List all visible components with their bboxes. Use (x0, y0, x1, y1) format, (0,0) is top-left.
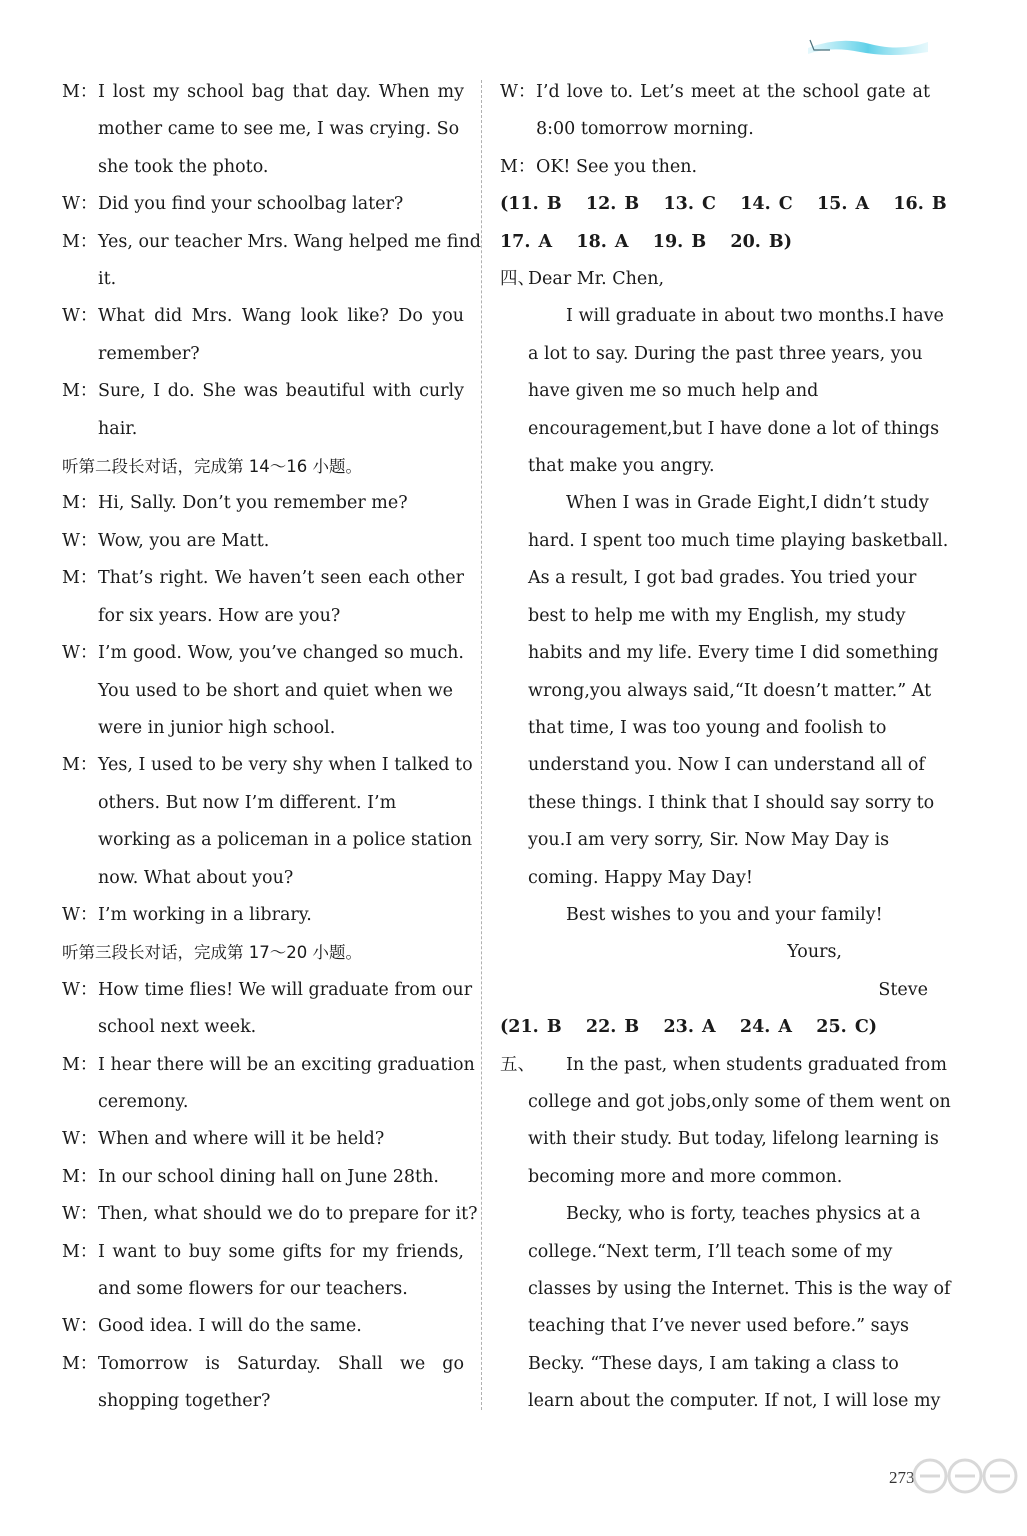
paragraph-line: you.I am very sorry, Sir. Now May Day is (528, 830, 890, 851)
dialogue-line (62, 485, 464, 522)
dialogue-text: Yes, I used to be very shy when I talked to (98, 755, 473, 776)
header-wave-decoration (800, 34, 930, 60)
speaker-label: W： (62, 1316, 98, 1337)
page-number: 273 (889, 1468, 915, 1487)
speaker-label: M： (62, 82, 98, 102)
paragraph-line: Becky, who is forty, teaches physics at a (566, 1204, 921, 1225)
dialogue-text: Wow, you are Matt. (98, 530, 270, 551)
dialogue-text: I’m working in a library. (98, 904, 312, 925)
speaker-label: M： (62, 493, 98, 514)
speaker-label: M： (62, 1166, 98, 1187)
section-heading: 听第二段长对话，完成第 14～16 小题。 (62, 457, 362, 477)
dialogue-text: When and where will it be held? (98, 1129, 385, 1150)
speaker-label: W： (62, 643, 98, 664)
dialogue-text: Sure, I do. She was beautiful with curly (98, 381, 464, 402)
section-text: In the past, when students graduated from (566, 1054, 947, 1075)
dialogue-line (62, 1234, 464, 1271)
answer-key: (11. B 12. B 13. C 14. C 15. A 16. B (500, 194, 947, 215)
dialogue-line (62, 897, 464, 934)
speaker-label: W： (62, 1204, 98, 1225)
speaker-label: M： (62, 755, 98, 776)
dialogue-text: Yes, our teacher Mrs. Wang helped me find (98, 231, 481, 252)
speaker-label: M： (62, 1241, 98, 1262)
dialogue-text: How time flies! We will graduate from our (98, 979, 473, 1000)
dialogue-text: Good idea. I will do the same. (98, 1316, 362, 1337)
paragraph-line: Best wishes to you and your family! (566, 904, 883, 925)
paragraph-line: best to help me with my English, my study (528, 605, 906, 626)
speaker-label: W： (62, 306, 98, 327)
signature-line: Yours, (787, 942, 842, 963)
paragraph-line: college.“Next term, I’ll teach some of my (528, 1241, 893, 1262)
dialogue-line (62, 74, 464, 111)
section-number: 四、 (500, 269, 535, 290)
dialogue-continuation: for six years. How are you? (98, 605, 341, 626)
dialogue-text: Then, what should we do to prepare for it? (98, 1204, 478, 1225)
dialogue-line (500, 74, 930, 111)
watermark-logo (910, 1452, 1020, 1532)
dialogue-line (62, 224, 481, 261)
dialogue-line (62, 1047, 475, 1084)
dialogue-line (62, 523, 464, 560)
dialogue-continuation: working as a policeman in a police station (98, 830, 473, 851)
paragraph-line: encouragement,but I have done a lot of things (528, 418, 940, 439)
dialogue-continuation: 8:00 tomorrow morning. (536, 119, 754, 140)
paragraph-line: becoming more and more common. (528, 1166, 843, 1187)
column-divider (481, 80, 482, 1410)
speaker-label: W： (62, 530, 98, 551)
paragraph-line: wrong,you always said,“It doesn’t matter.” At (528, 680, 932, 701)
speaker-label: M： (62, 231, 98, 252)
paragraph-line: coming. Happy May Day! (528, 867, 753, 888)
dialogue-continuation: now. What about you? (98, 867, 294, 888)
paragraph-line: have given me so much help and (528, 381, 819, 402)
paragraph-line: these things. I think that I should say sorry to (528, 792, 935, 813)
dialogue-text: I want to buy some gifts for my friends, (98, 1241, 464, 1262)
section-heading: 听第三段长对话，完成第 17～20 小题。 (62, 943, 362, 963)
paragraph-line: When I was in Grade Eight,I didn’t study (566, 493, 929, 514)
speaker-label: M： (500, 156, 536, 177)
dialogue-text: I lost my school bag that day. When my (98, 82, 464, 102)
speaker-label: M： (62, 1054, 98, 1075)
paragraph-line: habits and my life. Every time I did something (528, 643, 939, 664)
right-column (500, 74, 951, 1421)
dialogue-line (62, 635, 464, 672)
dialogue-line (62, 560, 464, 597)
paragraph-line: As a result, I got bad grades. You tried your (528, 568, 917, 589)
paragraph-line: learn about the computer. If not, I will lose my (528, 1391, 941, 1412)
dialogue-text: What did Mrs. Wang look like? Do you (98, 306, 464, 327)
paragraph-line: Becky. “These days, I am taking a class to (528, 1353, 899, 1374)
speaker-label: W： (62, 904, 98, 925)
section-start (500, 261, 930, 298)
dialogue-text: OK! See you then. (536, 156, 698, 177)
dialogue-text: I hear there will be an exciting graduation (98, 1054, 475, 1075)
dialogue-line (500, 149, 930, 186)
dialogue-continuation: hair. (98, 418, 138, 439)
answer-key: (21. B 22. B 23. A 24. A 25. C) (500, 1017, 878, 1038)
dialogue-continuation: ceremony. (98, 1091, 189, 1112)
dialogue-continuation: mother came to see me, I was crying. So (98, 119, 460, 140)
dialogue-line (62, 1308, 464, 1345)
paragraph-line: teaching that I’ve never used before.” says (528, 1316, 909, 1337)
signature-line: Steve (878, 979, 928, 1000)
dialogue-line (62, 1121, 464, 1158)
paragraph-line: college and got jobs,only some of them went on (528, 1091, 951, 1112)
speaker-label: M： (62, 568, 98, 589)
dialogue-line (62, 1159, 464, 1196)
paragraph-line: with their study. But today, lifelong learning is (528, 1129, 939, 1150)
dialogue-line (62, 298, 464, 335)
dialogue-text: Tomorrow is Saturday. Shall we go (98, 1353, 464, 1374)
dialogue-line (62, 1196, 478, 1233)
speaker-label: M： (62, 381, 98, 402)
left-column (62, 74, 481, 1421)
paragraph-line: classes by using the Internet. This is the way of (528, 1279, 951, 1299)
speaker-label: M： (62, 1353, 98, 1374)
answer-key: 17. A 18. A 19. B 20. B) (500, 231, 793, 252)
dialogue-line (62, 972, 473, 1009)
dialogue-text: Did you find your schoolbag later? (98, 194, 404, 215)
speaker-label: W： (62, 1129, 98, 1150)
dialogue-line (62, 1346, 464, 1383)
paragraph-line: understand you. Now I can understand all of (528, 755, 925, 776)
dialogue-continuation: she took the photo. (98, 156, 269, 177)
dialogue-continuation: remember? (98, 343, 200, 364)
dialogue-continuation: were in junior high school. (98, 717, 336, 738)
dialogue-line (62, 373, 464, 410)
dialogue-line (62, 186, 464, 223)
dialogue-continuation: You used to be short and quiet when we (98, 680, 454, 701)
dialogue-text: I’m good. Wow, you’ve changed so much. (98, 643, 464, 664)
dialogue-continuation: it. (98, 269, 117, 290)
section-text: Dear Mr. Chen, (528, 269, 665, 290)
dialogue-text: In our school dining hall on June 28th. (98, 1166, 439, 1187)
paragraph-line: that time, I was too young and foolish to (528, 717, 887, 738)
paragraph-line: I will graduate in about two months.I have (566, 306, 944, 327)
dialogue-continuation: others. But now I’m different. I’m (98, 792, 397, 813)
dialogue-text: I’d love to. Let’s meet at the school gate at (536, 82, 930, 102)
section-number: 五、 (500, 1054, 535, 1075)
dialogue-continuation: school next week. (98, 1017, 257, 1038)
dialogue-text: Hi, Sally. Don’t you remember me? (98, 493, 408, 514)
paragraph-line: hard. I spent too much time playing basketball. (528, 530, 949, 551)
speaker-label: W： (62, 194, 98, 215)
dialogue-text: That’s right. We haven’t seen each other (98, 568, 464, 589)
speaker-label: W： (62, 979, 98, 1000)
dialogue-line (62, 747, 473, 784)
paragraph-line: that make you angry. (528, 456, 715, 477)
section-start (500, 1047, 947, 1084)
speaker-label: W： (500, 82, 536, 102)
dialogue-continuation: and some flowers for our teachers. (98, 1279, 408, 1299)
paragraph-line: a lot to say. During the past three years, you (528, 343, 923, 364)
dialogue-continuation: shopping together? (98, 1391, 271, 1412)
